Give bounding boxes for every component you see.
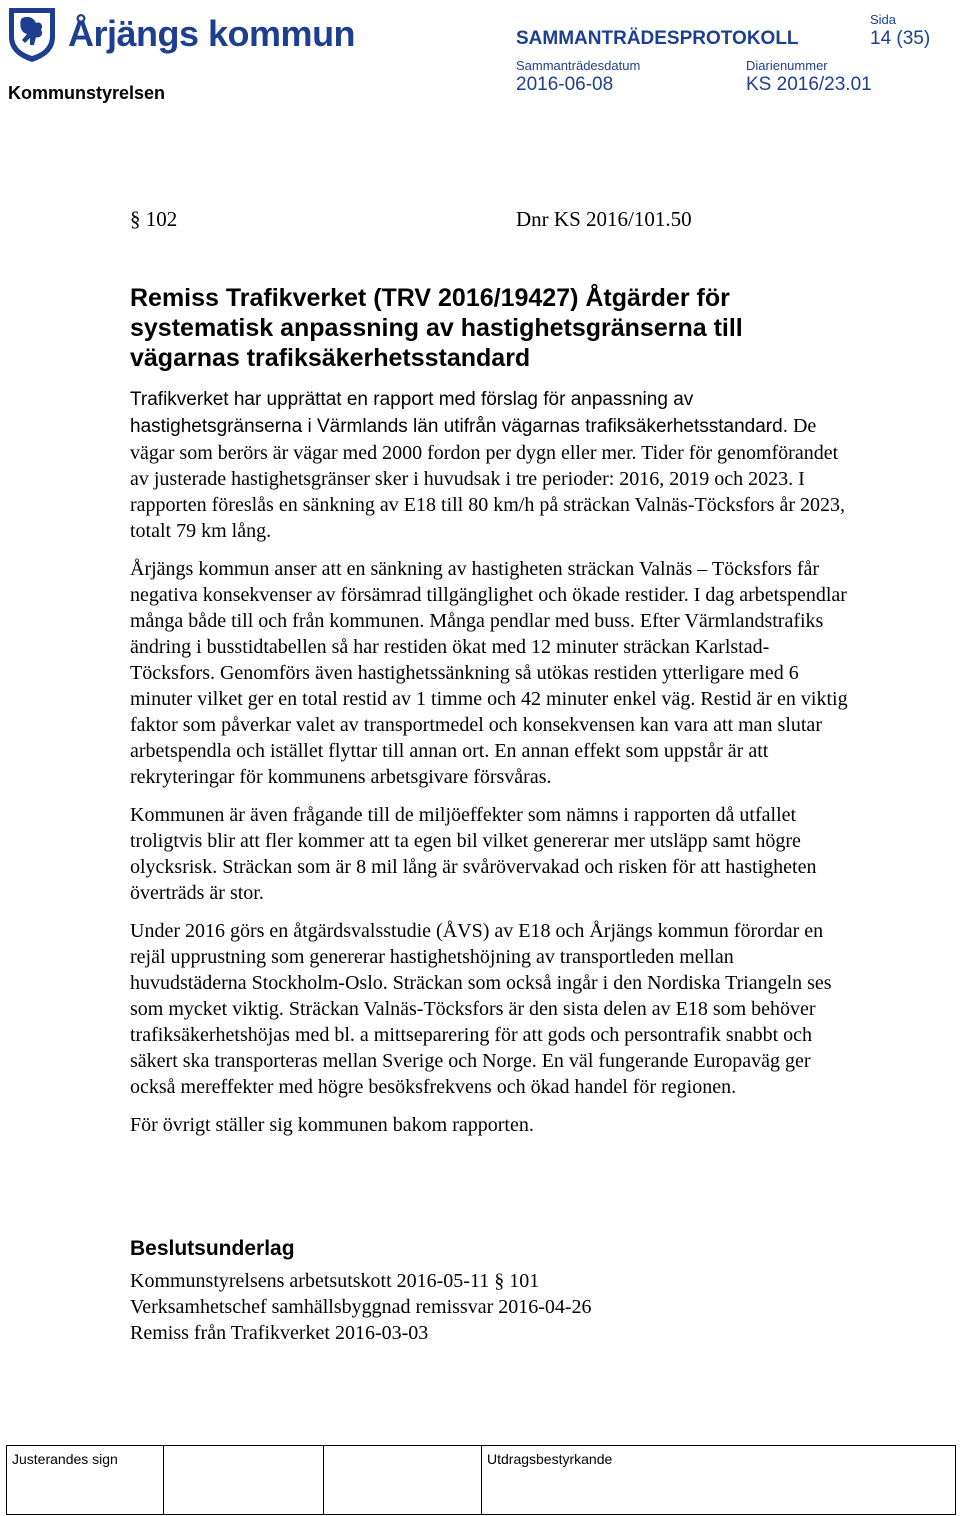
paragraph-1 [130, 386, 850, 544]
section-body [130, 386, 850, 1150]
paragraph-4: Under 2016 görs en åtgärdsvalsstudie (ÅVS) av E18 och Årjängs kommun förordar en rejäl upprustning som genererar hastighetshöjning av transportleden mellan huvudstäderna Stockholm-Oslo. Sträckan som också ingår i den Nordiska Triangeln ses som mycket viktig. Sträckan Valnäs-Töcksfors är den sista delen av E18 som behöver trafiksäkerhetshöjas med bl. a mittseparering för att gods och persontrafik snabbt och säkert ska transporteras mellan Sverige och Norge. En väl fungerande Europaväg ger också mereffekter med högre besöksfrekvens och ökad handel för regionen. [130, 920, 832, 1098]
meeting-date-label: Sammanträdesdatum [516, 58, 641, 73]
paragraph-number: § 102 [130, 207, 178, 231]
dnr-reference: Dnr KS 2016/101.50 [516, 207, 692, 231]
paragraph-3: Kommunen är även frågande till de miljöeffekter som nämns i rapporten då utfallet troligtvis blir att fler kommer att ta egen bil vilket genererar mer utsläpp samt högre olycksrisk. Sträckan som är 8 mil lång är svårövervakad och risken för att hastigheten överträds är stor. [130, 804, 817, 904]
section-title: Remiss Trafikverket (TRV 2016/19427) Åtgärder för systematisk anpassning av hastighetsgränserna till vägarnas trafiksäkerhetsstandard [130, 284, 743, 372]
beslutsunderlag-heading: Beslutsunderlag [130, 1237, 295, 1260]
diarie-label: Diarienummer [746, 58, 828, 73]
municipality-logo [6, 5, 356, 65]
document-type: SAMMANTRÄDESPROTOKOLL [516, 28, 799, 49]
meeting-date: 2016-06-08 [516, 74, 614, 95]
extract-label: Utdragsbestyrkande [487, 1451, 613, 1467]
paragraph-5: För övrigt ställer sig kommunen bakom rapporten. [130, 1114, 534, 1136]
diarie-number: KS 2016/23.01 [746, 74, 872, 95]
sign-cell-1 [7, 1446, 164, 1514]
list-item: Kommunstyrelsens arbetsutskott 2016-05-11 § 101 [130, 1270, 540, 1292]
organization-name: Kommunstyrelsen [8, 83, 166, 103]
page-number: 14 (35) [870, 28, 931, 49]
page-label: Sida [870, 12, 897, 27]
list-item: Remiss från Trafikverket 2016-03-03 [130, 1322, 429, 1344]
extract-cell [482, 1446, 957, 1514]
beslutsunderlag-list [130, 1268, 592, 1346]
sign-label: Justerandes sign [12, 1451, 118, 1467]
sign-cell-3 [324, 1446, 482, 1514]
intro-text: Trafikverket har upprättat en rapport med förslag för anpassning av hastighetsgränserna i Värmlands län utifrån vägarnas trafiksäkerhetsstandard. [130, 389, 788, 437]
paragraph-2: Årjängs kommun anser att en sänkning av hastigheten sträckan Valnäs – Töcksfors får negativa konsekvenser av försämrad tillgänglighet och ökade restider. I dag arbetspendlar många både till och från kommunen. Många pendlar med buss. Efter Värmlandstrafiks ändring i busstidtabellen så har restiden ökat med 12 minuter sträckan Karlstad-Töcksfors. Genomförs även hastighetssänkning så utökas restiden ytterligare med 6 minuter vilket ger en total restid av 1 timme och 42 minuter enkel väg. Restid är en viktig faktor som påverkar valet av transportmedel och konsekvensen kan vara att man slutar arbetspendla och istället flyttar till annan ort. En annan effekt som uppstår är att rekryteringar för kommunens arbetsgivare försvåras. [130, 558, 848, 788]
signature-footer [6, 1445, 956, 1515]
list-item: Verksamhetschef samhällsbyggnad remissvar 2016-04-26 [130, 1296, 592, 1318]
sign-cell-2 [164, 1446, 324, 1514]
coat-of-arms-icon [6, 5, 58, 63]
logo-text: Årjängs kommun [68, 13, 356, 54]
paragraph-1-rest: De vägar som berörs är vägar med 2000 fordon per dygn eller mer. Tider för genomförandet av justerade hastighetsgränser sker i huvudsak i tre perioder: 2016, 2019 och 2023. I rapporten föreslås en sänkning av E18 till 80 km/h på sträckan Valnäs-Töcksfors år 2023, totalt 79 km lång. [130, 415, 845, 542]
